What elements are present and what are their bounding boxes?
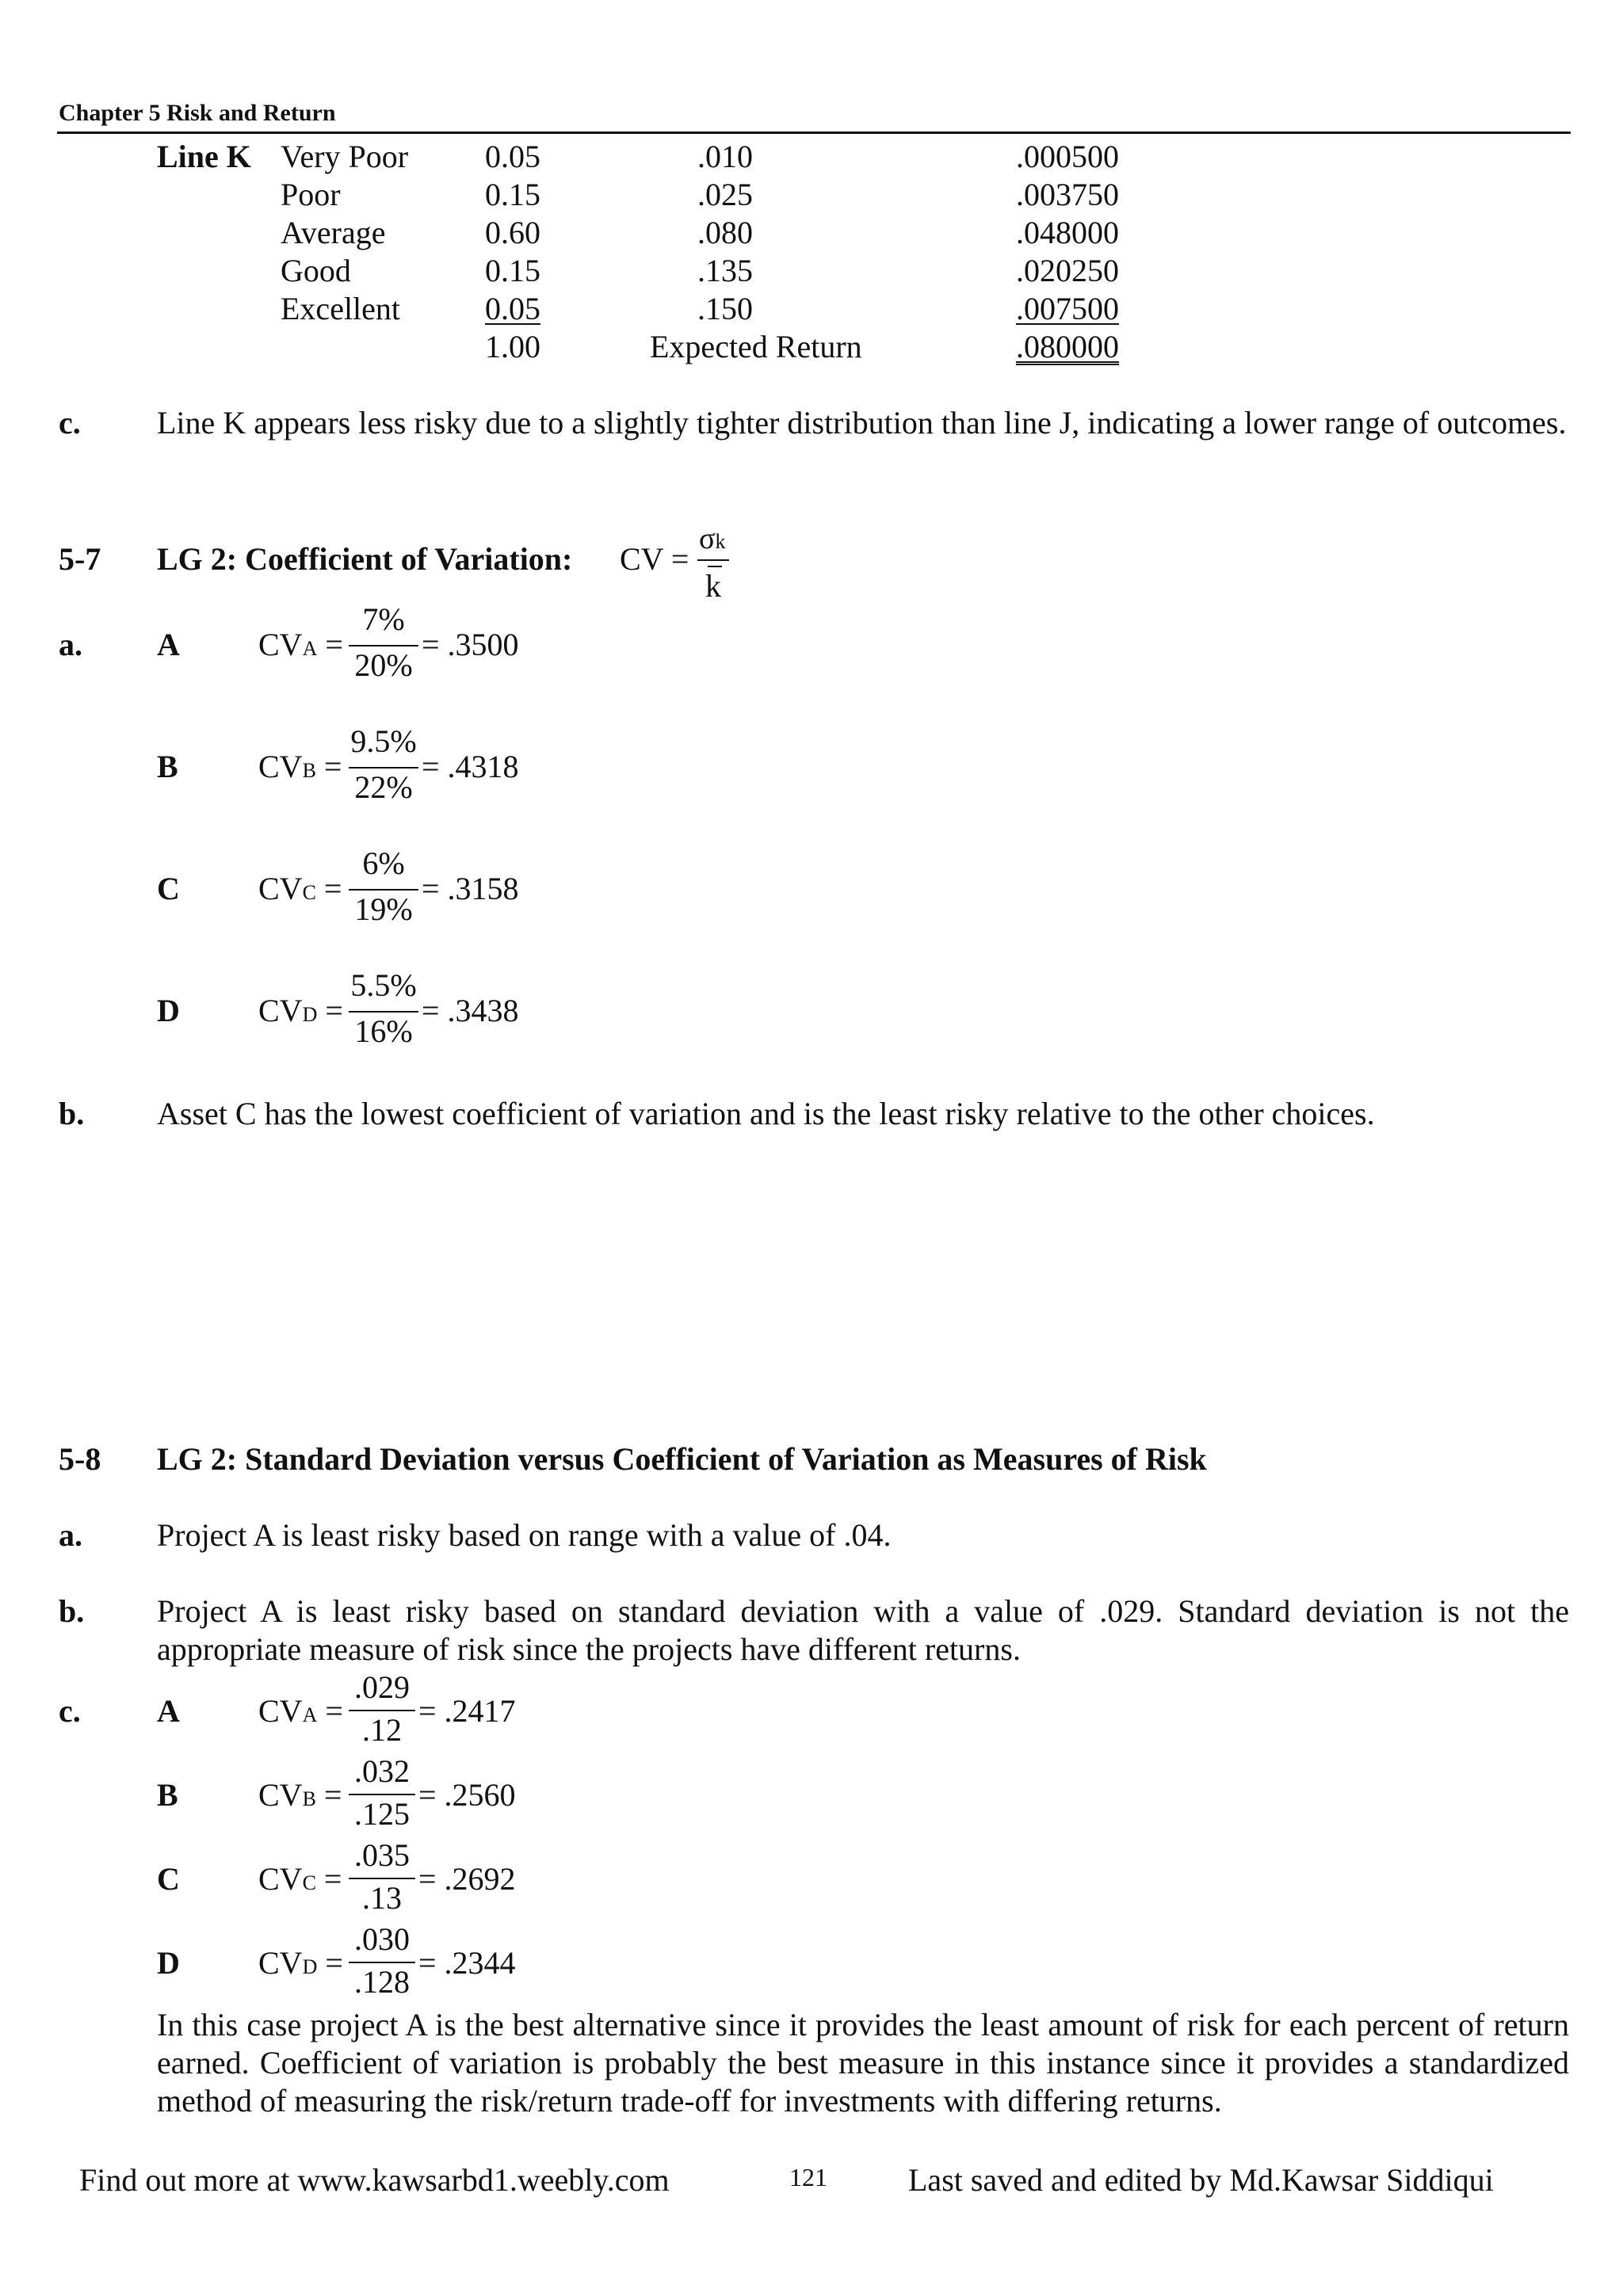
cv-lhs — [258, 1944, 343, 1986]
cv-lhs — [258, 1776, 342, 1818]
cv-text: CV — [258, 993, 303, 1028]
weighted-value-cell: .003750 — [1016, 177, 1119, 212]
cv-lhs — [258, 992, 343, 1034]
fraction-denominator: .12 — [362, 1712, 402, 1748]
cv-subscript: D — [302, 1955, 318, 1978]
probability-cell: 0.15 — [485, 177, 540, 212]
page-number: 121 — [789, 2163, 827, 2191]
cv-subscript: D — [302, 1003, 318, 1026]
outcome-cell: Average — [281, 215, 386, 250]
outcome-cell: Very Poor — [281, 139, 409, 174]
equals-sign: = — [315, 871, 342, 906]
part-c-text: Line K appears less risky due to a slightly tighter distribution than line J, indicating a lower range of outcomes. — [157, 405, 1567, 441]
chapter-header: Chapter 5 Risk and Return — [59, 100, 336, 126]
section-title: LG 2: Standard Deviation versus Coefficient of Variation as Measures of Risk — [157, 1441, 1207, 1477]
sigma-symbol: σk — [699, 522, 726, 555]
cv-result: = .2417 — [418, 1693, 516, 1729]
cv-result: = .2344 — [418, 1945, 516, 1981]
return-cell: .080 — [697, 215, 753, 250]
formula-denominator: k — [705, 568, 721, 604]
item-letter: B — [157, 1777, 178, 1813]
cv-lhs — [258, 626, 343, 668]
cv-result: = .2560 — [418, 1777, 516, 1813]
cv-text: CV — [258, 871, 303, 906]
cv-result: = .4318 — [422, 749, 519, 784]
fraction-denominator: 22% — [354, 769, 413, 805]
part-b-text: Project A is least risky based on standard deviation with a value of .029. Standard deviation is not the appropriate measure of risk since the projects have different returns. — [157, 1593, 1569, 1667]
equals-sign: = — [315, 1861, 342, 1897]
fraction-numerator: .035 — [354, 1837, 410, 1873]
header-rule — [57, 132, 1571, 134]
return-cell: .010 — [697, 139, 753, 174]
line-k-label: Line K — [157, 139, 251, 174]
equals-sign: = — [317, 627, 343, 662]
item-letter: A — [157, 627, 180, 662]
cv-result: = .2692 — [418, 1861, 516, 1897]
cv-text: CV — [258, 1861, 303, 1897]
item-letter: D — [157, 993, 180, 1028]
return-cell: .025 — [697, 177, 753, 212]
footer-author: Last saved and edited by Md.Kawsar Siddiqui — [908, 2162, 1494, 2198]
item-letter: D — [157, 1945, 180, 1981]
part-b-text: Asset C has the lowest coefficient of variation and is the least risky relative to the other choices. — [157, 1096, 1375, 1131]
cv-subscript: C — [302, 881, 316, 904]
cv-subscript: A — [302, 637, 318, 660]
fraction-numerator: 7% — [362, 601, 405, 637]
total-probability: 1.00 — [485, 329, 540, 364]
item-letter: C — [157, 871, 180, 906]
fraction-denominator: .13 — [362, 1880, 402, 1916]
probability-cell: 0.05 — [485, 291, 540, 326]
cv-text: CV — [258, 1777, 303, 1813]
fraction-denominator: .128 — [354, 1964, 410, 2000]
fraction-numerator: .032 — [354, 1753, 410, 1789]
footer-website: Find out more at www.kawsarbd1.weebly.com — [79, 2162, 670, 2198]
probability-cell: 0.60 — [485, 215, 540, 250]
part-b-label: b. — [59, 1096, 85, 1131]
cv-subscript: C — [302, 1871, 316, 1894]
formula-fraction-bar — [697, 559, 729, 561]
fraction-denominator: .125 — [354, 1796, 410, 1832]
cv-result: = .3438 — [422, 993, 519, 1028]
section-number: 5-8 — [59, 1441, 101, 1477]
cv-subscript: B — [302, 759, 316, 782]
cv-text: CV — [258, 749, 303, 784]
probability-cell: 0.15 — [485, 253, 540, 288]
part-a-label: a. — [59, 627, 82, 662]
cv-result: = .3158 — [422, 871, 519, 906]
part-c-label: c. — [59, 1693, 81, 1729]
outcome-cell: Good — [281, 253, 351, 288]
fraction-numerator: .029 — [354, 1669, 410, 1705]
expected-return-label: Expected Return — [650, 329, 862, 364]
fraction-numerator: 6% — [362, 845, 405, 881]
equals-sign: = — [317, 1693, 343, 1729]
part-b-label: b. — [59, 1593, 85, 1629]
cv-lhs — [258, 1860, 342, 1902]
fraction-denominator: 16% — [354, 1013, 413, 1049]
part-a-label: a. — [59, 1517, 82, 1553]
fraction-denominator: 20% — [354, 647, 413, 683]
cv-lhs — [258, 748, 342, 790]
cv-lhs — [258, 870, 342, 912]
outcome-cell: Excellent — [281, 291, 401, 326]
conclusion-text: In this case project A is the best alternative since it provides the least amount of risk for each percent of return earned. Coefficient of variation is probably the best measure in this instance since it provides a standardized method of measuring the risk/return trade-off for investments with differing returns. — [157, 2007, 1569, 2119]
part-a-text: Project A is least risky based on range with a value of .04. — [157, 1517, 892, 1553]
fraction-numerator: 9.5% — [350, 723, 417, 759]
item-letter: B — [157, 749, 178, 784]
cv-subscript: B — [302, 1787, 316, 1810]
cv-result: = .3500 — [422, 627, 519, 662]
equals-sign: = — [315, 749, 342, 784]
return-cell: .135 — [697, 253, 753, 288]
weighted-value-cell: .020250 — [1016, 253, 1119, 288]
cv-text: CV — [258, 1693, 303, 1729]
cv-text: CV — [258, 627, 303, 662]
cv-formula-lhs: CV = — [620, 541, 689, 577]
weighted-value-cell: .007500 — [1016, 291, 1119, 326]
fraction-numerator: .030 — [354, 1921, 410, 1957]
equals-sign: = — [315, 1777, 342, 1813]
equals-sign: = — [317, 1945, 343, 1981]
cv-subscript: A — [302, 1703, 318, 1726]
fraction-denominator: 19% — [354, 891, 413, 927]
item-letter: C — [157, 1861, 180, 1897]
expected-return-value: .080000 — [1016, 329, 1119, 364]
probability-cell: 0.05 — [485, 139, 540, 174]
item-letter: A — [157, 1693, 180, 1729]
weighted-value-cell: .048000 — [1016, 215, 1119, 250]
equals-sign: = — [317, 993, 343, 1028]
outcome-cell: Poor — [281, 177, 341, 212]
part-c-label: c. — [59, 405, 81, 441]
cv-lhs — [258, 1692, 343, 1734]
weighted-value-cell: .000500 — [1016, 139, 1119, 174]
fraction-numerator: 5.5% — [350, 967, 417, 1003]
cv-text: CV — [258, 1945, 303, 1981]
return-cell: .150 — [697, 291, 753, 326]
mean-bar — [708, 566, 722, 567]
section-title: LG 2: Coefficient of Variation: — [157, 541, 573, 577]
section-number: 5-7 — [59, 541, 101, 577]
